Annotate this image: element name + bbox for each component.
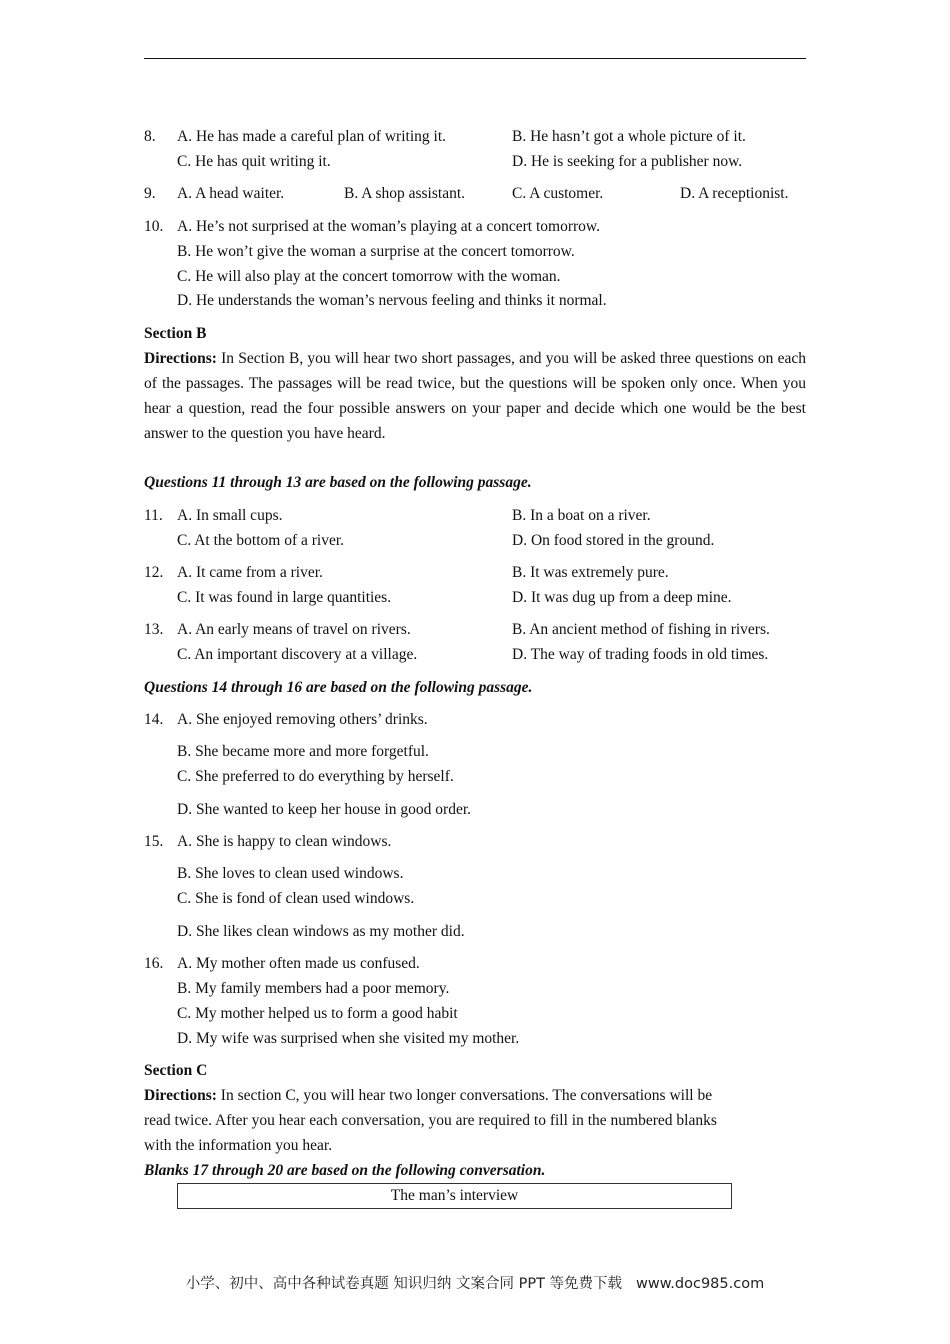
option-c: C. My mother helped us to form a good habit xyxy=(177,1005,458,1022)
option-b: B. He hasn’t got a whole picture of it. xyxy=(512,128,746,145)
option-d: D. He is seeking for a publisher now. xyxy=(512,153,743,170)
table-title: The man’s interview xyxy=(390,1187,519,1204)
option-c: C. She preferred to do everything by herself. xyxy=(177,768,454,785)
option-d: D. He understands the woman’s nervous feeling and thinks it normal. xyxy=(177,292,607,309)
directions-text: In Section B, you will hear two short passages, and you will be asked three questions on each of the passages. The passages will be read twice, but the questions will be spoken only once. When you hear a question, read the four possible answers on your paper and decide which one would be the best answer to the question you have heard. xyxy=(144,350,806,442)
option-a: A. She enjoyed removing others’ drinks. xyxy=(177,711,428,728)
question-number: 10. xyxy=(144,218,164,235)
directions-label: Directions: xyxy=(144,1087,217,1104)
section-c-directions-line-1 xyxy=(144,1087,712,1105)
option-b: B. She loves to clean used windows. xyxy=(177,865,404,882)
option-c: C. He will also play at the concert tomorrow with the woman. xyxy=(177,268,561,285)
option-c: C. An important discovery at a village. xyxy=(177,646,418,663)
option-d: D. On food stored in the ground. xyxy=(512,532,715,549)
option-b: B. In a boat on a river. xyxy=(512,507,651,524)
option-a: A. In small cups. xyxy=(177,507,283,524)
option-c: C. She is fond of clean used windows. xyxy=(177,890,415,907)
footer-website-link[interactable]: www.doc985.com xyxy=(636,1276,765,1292)
question-number: 11. xyxy=(144,507,163,524)
option-a: A. An early means of travel on rivers. xyxy=(177,621,411,638)
interview-table-header xyxy=(177,1183,732,1209)
question-number: 16. xyxy=(144,955,164,972)
passage-1-heading: Questions 11 through 13 are based on the following passage. xyxy=(144,474,532,491)
question-number: 15. xyxy=(144,833,164,850)
option-a: A. It came from a river. xyxy=(177,564,323,581)
question-number: 13. xyxy=(144,621,164,638)
question-number: 9. xyxy=(144,185,156,202)
blanks-heading: Blanks 17 through 20 are based on the following conversation. xyxy=(144,1162,546,1179)
option-c: C. At the bottom of a river. xyxy=(177,532,345,549)
header-rule xyxy=(144,58,806,59)
option-a: A. He has made a careful plan of writing it. xyxy=(177,128,447,145)
option-d: D. She wanted to keep her house in good order. xyxy=(177,801,472,818)
option-b: B. My family members had a poor memory. xyxy=(177,980,450,997)
option-b: B. An ancient method of fishing in rivers. xyxy=(512,621,770,638)
question-number: 8. xyxy=(144,128,156,145)
option-d: D. It was dug up from a deep mine. xyxy=(512,589,732,606)
option-d: D. My wife was surprised when she visited my mother. xyxy=(177,1030,520,1047)
section-b-title: Section B xyxy=(144,325,207,342)
section-c-directions-line-3: with the information you hear. xyxy=(144,1137,333,1154)
footer-promo-text: 小学、初中、高中各种试卷真题 知识归纳 文案合同 PPT 等免费下载 xyxy=(185,1276,623,1292)
directions-text: In section C, you will hear two longer conversations. The conversations will be xyxy=(216,1087,713,1104)
passage-2-heading: Questions 14 through 16 are based on the following passage. xyxy=(144,679,533,696)
option-a: A. My mother often made us confused. xyxy=(177,955,420,972)
option-b: B. She became more and more forgetful. xyxy=(177,743,429,760)
footer xyxy=(0,1272,950,1293)
option-d: D. A receptionist. xyxy=(680,185,789,202)
option-b: B. He won’t give the woman a surprise at the concert tomorrow. xyxy=(177,243,575,260)
question-number: 14. xyxy=(144,711,164,728)
option-d: D. The way of trading foods in old times. xyxy=(512,646,769,663)
directions-label: Directions: xyxy=(144,350,217,367)
option-a: A. He’s not surprised at the woman’s playing at a concert tomorrow. xyxy=(177,218,600,235)
option-a: A. A head waiter. xyxy=(177,185,285,202)
section-c-directions-line-2: read twice. After you hear each conversation, you are required to fill in the numbered blanks xyxy=(144,1112,717,1129)
option-c: C. It was found in large quantities. xyxy=(177,589,392,606)
section-b-directions xyxy=(144,346,806,446)
question-number: 12. xyxy=(144,564,164,581)
option-a: A. She is happy to clean windows. xyxy=(177,833,392,850)
section-c-title: Section C xyxy=(144,1062,208,1079)
option-b: B. A shop assistant. xyxy=(344,185,466,202)
option-c: C. He has quit writing it. xyxy=(177,153,331,170)
option-c: C. A customer. xyxy=(512,185,604,202)
option-b: B. It was extremely pure. xyxy=(512,564,669,581)
option-d: D. She likes clean windows as my mother did. xyxy=(177,923,465,940)
